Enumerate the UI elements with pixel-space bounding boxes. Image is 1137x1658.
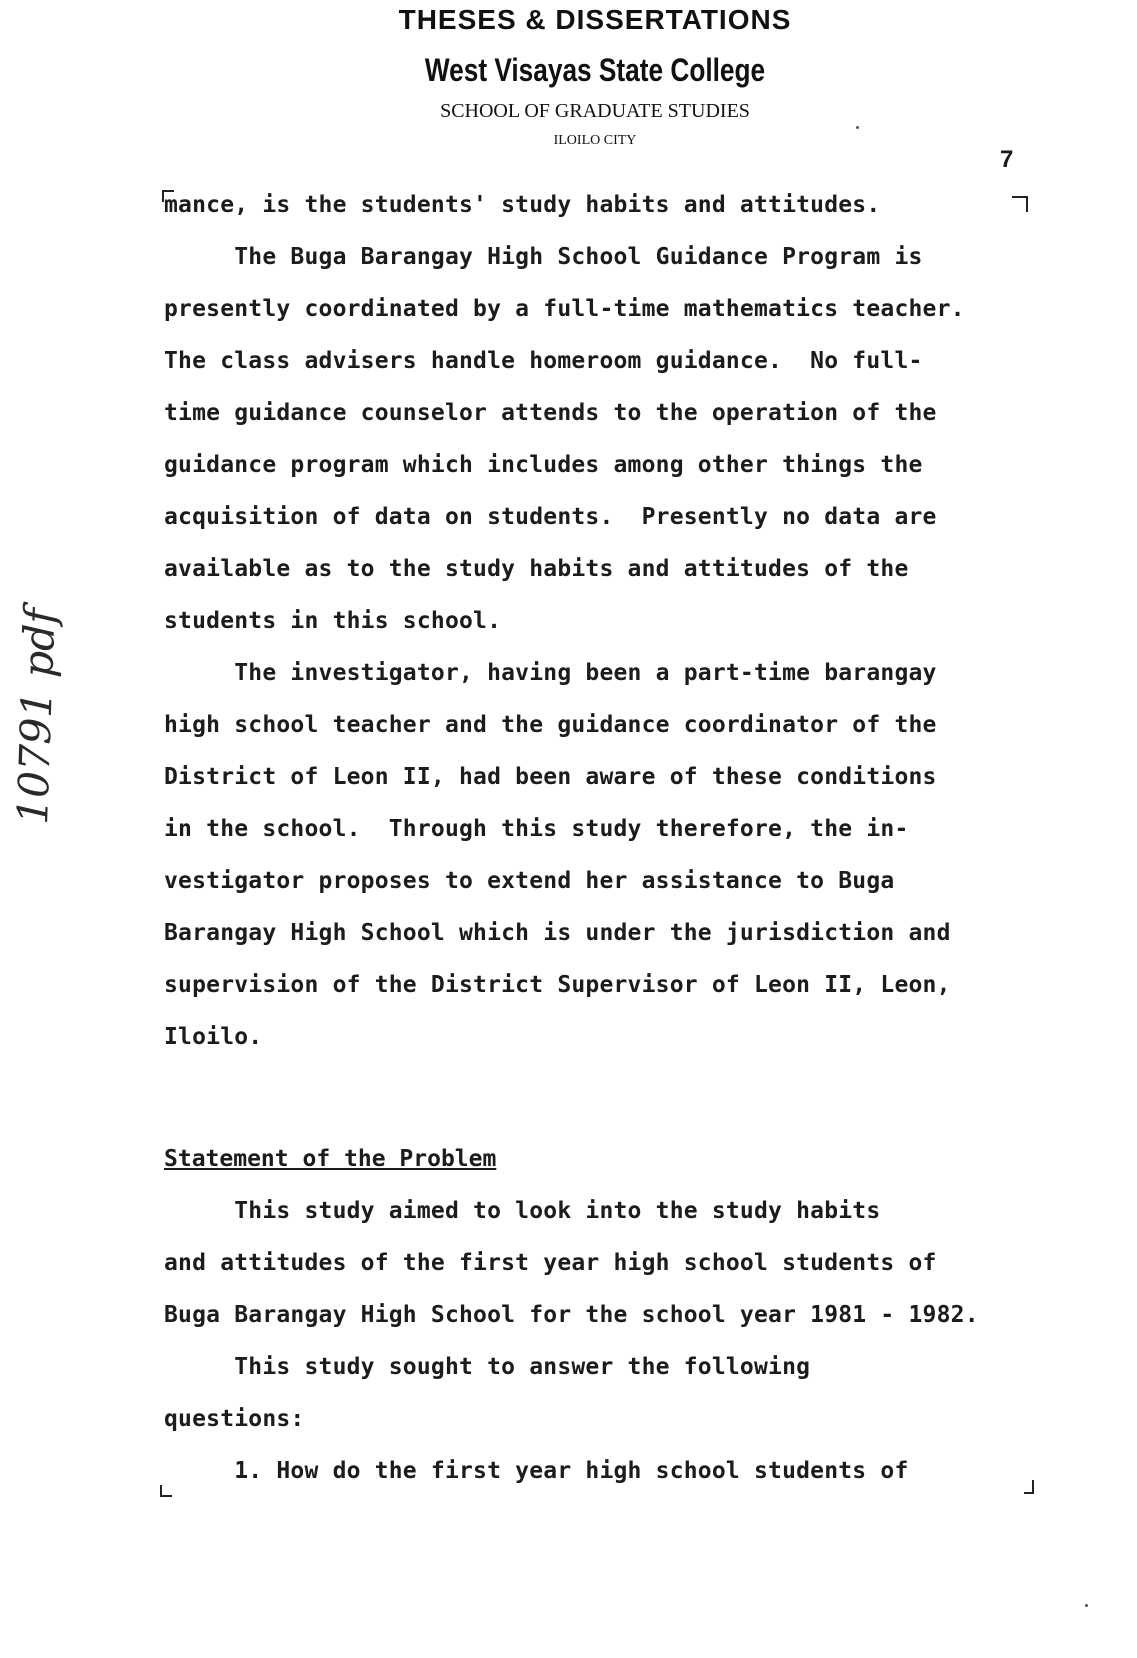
body-line: Barangay High School which is under the jurisdiction and: [164, 920, 951, 946]
section-line: 1. How do the first year high school students of: [164, 1458, 909, 1484]
city-name: ILOILO CITY: [553, 133, 637, 148]
section-line: This study aimed to look into the study habits: [164, 1198, 881, 1224]
body-line: The investigator, having been a part-time barangay: [164, 660, 937, 686]
college-name: West Visayas State College: [424, 52, 766, 88]
school-name: SCHOOL OF GRADUATE STUDIES: [440, 100, 750, 122]
page-number: 7: [1000, 146, 1014, 173]
handwritten-margin-note: 10791 pdf: [8, 607, 65, 826]
crop-mark-top-right: [1012, 196, 1028, 212]
body-line: students in this school.: [164, 608, 502, 634]
body-line: high school teacher and the guidance coordinator of the: [164, 712, 937, 738]
archive-series-title: THESES & DISSERTATIONS: [398, 4, 792, 35]
section-line: and attitudes of the first year high school students of: [164, 1250, 937, 1276]
scan-speck: [1085, 1604, 1088, 1607]
scan-speck: [856, 126, 859, 129]
body-line: acquisition of data on students. Presently no data are: [164, 504, 937, 530]
crop-mark-bottom-left: [160, 1485, 172, 1497]
section-line: Buga Barangay High School for the school year 1981 - 1982.: [164, 1302, 979, 1328]
body-line: supervision of the District Supervisor of Leon II, Leon,: [164, 972, 951, 998]
body-line: available as to the study habits and attitudes of the: [164, 556, 909, 582]
body-line: vestigator proposes to extend her assistance to Buga: [164, 868, 895, 894]
body-line: guidance program which includes among other things the: [164, 452, 923, 478]
body-line: The class advisers handle homeroom guidance. No full-: [164, 348, 923, 374]
body-line: mance, is the students' study habits and attitudes.: [164, 192, 881, 218]
body-line: in the school. Through this study therefore, the in-: [164, 816, 909, 842]
body-line: District of Leon II, had been aware of these conditions: [164, 764, 937, 790]
body-line: Iloilo.: [164, 1024, 263, 1050]
body-line: time guidance counselor attends to the operation of the: [164, 400, 937, 426]
body-line: The Buga Barangay High School Guidance Program is: [164, 244, 923, 270]
section-line: questions:: [164, 1406, 305, 1432]
section-line: This study sought to answer the following: [164, 1354, 811, 1380]
body-line: presently coordinated by a full-time mathematics teacher.: [164, 296, 965, 322]
section-heading: Statement of the Problem: [164, 1146, 497, 1172]
crop-mark-bottom-right: [1024, 1480, 1034, 1494]
